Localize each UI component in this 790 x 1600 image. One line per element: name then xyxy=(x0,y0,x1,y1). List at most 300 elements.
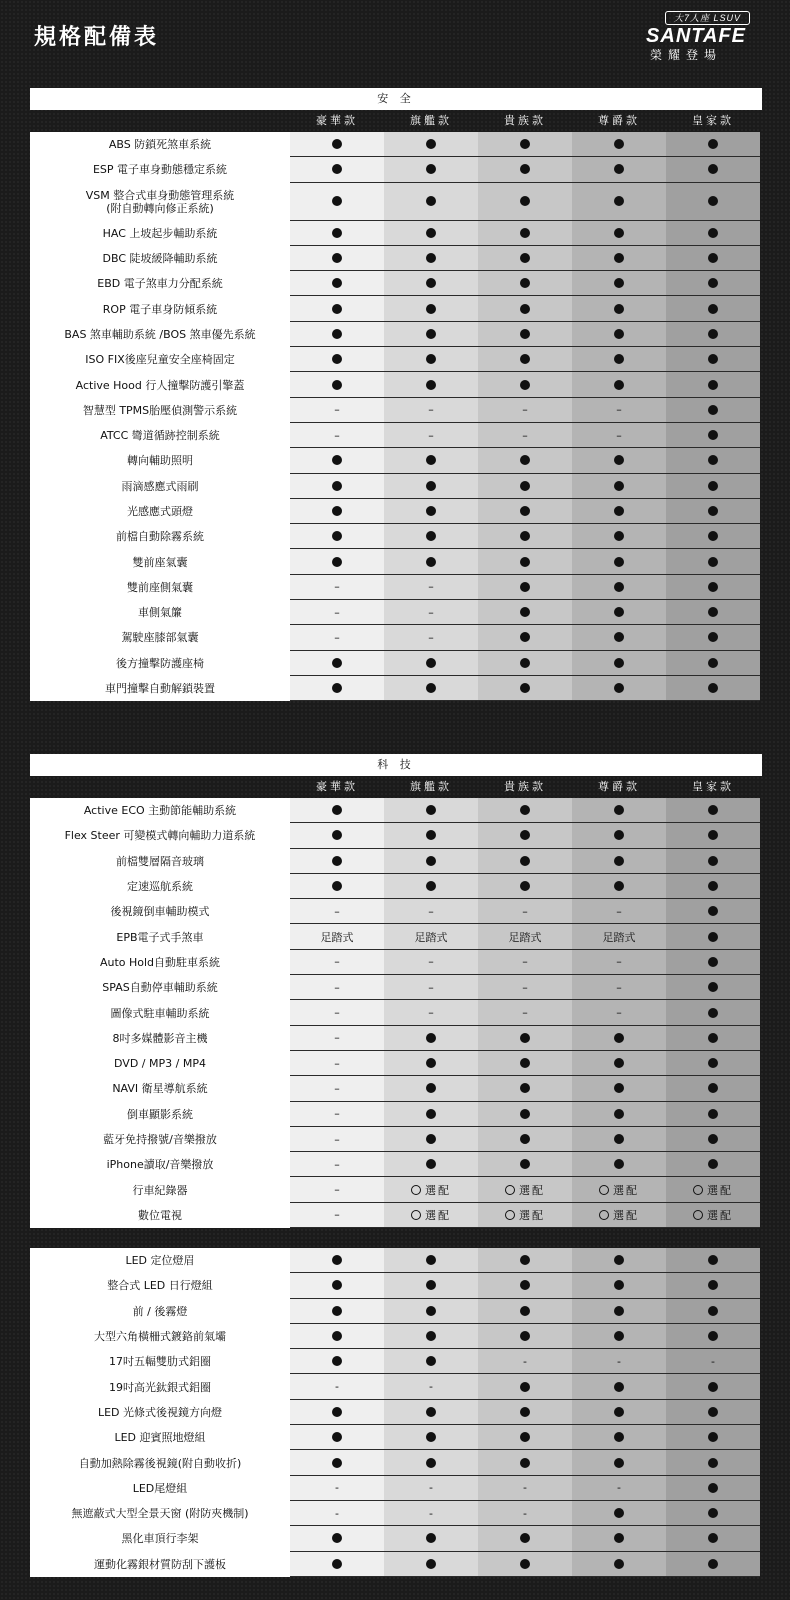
value-cell xyxy=(384,1076,478,1101)
feature-label: Active Hood 行人撞擊防護引擎蓋 xyxy=(30,372,290,397)
not-available-dash: – xyxy=(616,955,622,969)
value-cell xyxy=(666,676,760,701)
standard-dot-icon xyxy=(426,1331,436,1341)
value-cell xyxy=(290,549,384,574)
standard-dot-icon xyxy=(614,1058,624,1068)
table-row xyxy=(30,1177,762,1202)
standard-dot-icon xyxy=(520,1033,530,1043)
feature-label: 光感應式頭燈 xyxy=(30,499,290,524)
value-cell xyxy=(478,1026,572,1051)
standard-dot-icon xyxy=(426,1356,436,1366)
value-cell xyxy=(572,1400,666,1425)
value-cell xyxy=(666,1248,760,1273)
table-row xyxy=(30,1374,762,1399)
standard-dot-icon xyxy=(520,1083,530,1093)
standard-dot-icon xyxy=(332,531,342,541)
value-cell xyxy=(572,1026,666,1051)
value-cell xyxy=(478,549,572,574)
value-cell xyxy=(478,924,572,949)
value-cell xyxy=(384,157,478,182)
table-row xyxy=(30,1076,762,1101)
table-row xyxy=(30,1203,762,1228)
value-cell xyxy=(290,924,384,949)
value-text: 足踏式 xyxy=(508,930,542,944)
standard-dot-icon xyxy=(520,805,530,815)
optional-marker xyxy=(693,1182,733,1198)
standard-dot-icon xyxy=(332,304,342,314)
not-available-dash: – xyxy=(334,428,340,442)
value-cell xyxy=(666,899,760,924)
table-row xyxy=(30,398,762,423)
table-row xyxy=(30,246,762,271)
table-row xyxy=(30,524,762,549)
value-cell xyxy=(572,1203,666,1228)
not-available-dash: – xyxy=(616,1006,622,1020)
value-cell xyxy=(478,347,572,372)
standard-dot-icon xyxy=(708,957,718,967)
standard-dot-icon xyxy=(332,139,342,149)
value-cell xyxy=(572,423,666,448)
table-row xyxy=(30,625,762,650)
value-cell xyxy=(572,1127,666,1152)
value-cell xyxy=(384,1552,478,1577)
value-cell xyxy=(384,823,478,848)
standard-dot-icon xyxy=(520,329,530,339)
optional-circle-icon xyxy=(505,1210,515,1220)
feature-label: 定速巡航系統 xyxy=(30,874,290,899)
value-cell xyxy=(384,1526,478,1551)
standard-dot-icon xyxy=(520,1382,530,1392)
not-available-dash: – xyxy=(334,630,340,644)
value-cell xyxy=(384,849,478,874)
table-row xyxy=(30,271,762,296)
column-header: 皇家款 xyxy=(692,780,734,793)
standard-dot-icon xyxy=(332,683,342,693)
standard-dot-icon xyxy=(520,1306,530,1316)
standard-dot-icon xyxy=(708,430,718,440)
feature-label: 運動化霧銀材質防刮下護板 xyxy=(30,1552,290,1577)
value-cell xyxy=(572,1501,666,1526)
value-cell xyxy=(384,1026,478,1051)
optional-marker xyxy=(693,1207,733,1223)
standard-dot-icon xyxy=(332,1432,342,1442)
standard-dot-icon xyxy=(426,139,436,149)
standard-dot-icon xyxy=(614,856,624,866)
value-cell xyxy=(290,1476,384,1501)
value-cell xyxy=(290,1450,384,1475)
standard-dot-icon xyxy=(426,164,436,174)
value-cell xyxy=(572,1450,666,1475)
table-row xyxy=(30,1026,762,1051)
brand-logo xyxy=(592,6,750,60)
standard-dot-icon xyxy=(708,455,718,465)
not-available-dash: – xyxy=(334,1006,340,1020)
standard-dot-icon xyxy=(520,557,530,567)
column-header: 貴族款 xyxy=(504,780,546,793)
feature-label: BAS 煞車輔助系統 /BOS 煞車優先系統 xyxy=(30,322,290,347)
option-label: 選配 xyxy=(519,1208,545,1222)
standard-dot-icon xyxy=(426,253,436,263)
standard-dot-icon xyxy=(520,1255,530,1265)
value-cell xyxy=(290,651,384,676)
not-available-dash: – xyxy=(428,1006,434,1020)
standard-dot-icon xyxy=(614,1432,624,1442)
not-available-dash: – xyxy=(334,605,340,619)
value-cell xyxy=(290,1552,384,1577)
spec-rows xyxy=(30,132,762,701)
feature-label: DBC 陡坡緩降輔助系統 xyxy=(30,246,290,271)
value-cell xyxy=(572,1273,666,1298)
not-available-dash: – xyxy=(522,1006,528,1020)
value-cell xyxy=(384,924,478,949)
value-cell xyxy=(384,1203,478,1228)
standard-dot-icon xyxy=(708,139,718,149)
feature-label: 行車紀錄器 xyxy=(30,1177,290,1202)
standard-dot-icon xyxy=(708,830,718,840)
optional-circle-icon xyxy=(411,1210,421,1220)
value-cell xyxy=(384,676,478,701)
standard-dot-icon xyxy=(332,506,342,516)
value-cell xyxy=(290,1324,384,1349)
standard-dot-icon xyxy=(614,658,624,668)
value-cell xyxy=(384,798,478,823)
not-available-dash: – xyxy=(428,955,434,969)
standard-dot-icon xyxy=(708,1255,718,1265)
table-row xyxy=(30,1552,762,1577)
not-available-dash: – xyxy=(428,904,434,918)
standard-dot-icon xyxy=(614,380,624,390)
standard-dot-icon xyxy=(614,354,624,364)
standard-dot-icon xyxy=(426,1083,436,1093)
standard-dot-icon xyxy=(614,881,624,891)
standard-dot-icon xyxy=(614,253,624,263)
value-cell xyxy=(572,1324,666,1349)
standard-dot-icon xyxy=(614,1407,624,1417)
value-cell xyxy=(666,1324,760,1349)
value-cell xyxy=(384,1324,478,1349)
table-row xyxy=(30,1000,762,1025)
standard-dot-icon xyxy=(614,1306,624,1316)
standard-dot-icon xyxy=(332,1458,342,1468)
value-cell xyxy=(666,950,760,975)
value-cell xyxy=(290,271,384,296)
value-cell xyxy=(384,1177,478,1202)
feature-label: Flex Steer 可變模式轉向輔助力道系統 xyxy=(30,823,290,848)
standard-dot-icon xyxy=(614,228,624,238)
value-cell xyxy=(478,1051,572,1076)
value-cell xyxy=(572,322,666,347)
standard-dot-icon xyxy=(426,1407,436,1417)
not-available-dash: – xyxy=(334,1183,340,1197)
standard-dot-icon xyxy=(426,329,436,339)
column-header: 尊爵款 xyxy=(598,780,640,793)
value-cell xyxy=(478,823,572,848)
feature-label: 前 / 後霧燈 xyxy=(30,1299,290,1324)
table-row xyxy=(30,823,762,848)
not-available-dash: - xyxy=(429,1506,433,1520)
value-cell xyxy=(290,296,384,321)
value-cell xyxy=(478,975,572,1000)
table-row xyxy=(30,651,762,676)
value-cell xyxy=(666,1203,760,1228)
value-cell xyxy=(572,398,666,423)
value-cell xyxy=(384,1248,478,1273)
feature-label: 19吋高光鈦銀式鋁圈 xyxy=(30,1374,290,1399)
value-cell xyxy=(384,975,478,1000)
value-cell xyxy=(478,798,572,823)
standard-dot-icon xyxy=(332,354,342,364)
not-available-dash: – xyxy=(616,403,622,417)
column-header: 貴族款 xyxy=(504,114,546,127)
value-cell xyxy=(572,296,666,321)
standard-dot-icon xyxy=(426,1033,436,1043)
standard-dot-icon xyxy=(426,683,436,693)
value-cell xyxy=(384,322,478,347)
standard-dot-icon xyxy=(520,253,530,263)
standard-dot-icon xyxy=(708,405,718,415)
feature-label: 前檔自動除霧系統 xyxy=(30,524,290,549)
standard-dot-icon xyxy=(708,982,718,992)
optional-marker xyxy=(599,1182,639,1198)
table-row xyxy=(30,499,762,524)
not-available-dash: – xyxy=(616,904,622,918)
value-cell xyxy=(666,549,760,574)
value-cell xyxy=(478,1299,572,1324)
column-header: 尊爵款 xyxy=(598,114,640,127)
standard-dot-icon xyxy=(520,607,530,617)
value-cell xyxy=(666,1450,760,1475)
standard-dot-icon xyxy=(520,196,530,206)
value-cell xyxy=(384,183,478,221)
value-cell xyxy=(572,1000,666,1025)
value-cell xyxy=(384,221,478,246)
feature-label: ATCC 彎道循跡控制系統 xyxy=(30,423,290,448)
value-cell xyxy=(290,347,384,372)
standard-dot-icon xyxy=(708,1483,718,1493)
standard-dot-icon xyxy=(332,1533,342,1543)
not-available-dash: - xyxy=(429,1380,433,1394)
table-row xyxy=(30,600,762,625)
value-cell xyxy=(384,1273,478,1298)
standard-dot-icon xyxy=(614,1559,624,1569)
value-cell xyxy=(666,372,760,397)
standard-dot-icon xyxy=(708,658,718,668)
value-cell xyxy=(666,1476,760,1501)
value-cell xyxy=(666,975,760,1000)
value-cell xyxy=(290,676,384,701)
value-cell xyxy=(478,246,572,271)
not-available-dash: – xyxy=(334,1132,340,1146)
standard-dot-icon xyxy=(614,455,624,465)
value-cell xyxy=(384,600,478,625)
column-header: 旗艦款 xyxy=(410,780,452,793)
column-header: 皇家款 xyxy=(692,114,734,127)
standard-dot-icon xyxy=(332,481,342,491)
value-cell xyxy=(478,1552,572,1577)
standard-dot-icon xyxy=(614,1508,624,1518)
value-cell xyxy=(572,1051,666,1076)
not-available-dash: – xyxy=(428,980,434,994)
value-cell xyxy=(290,1177,384,1202)
value-cell xyxy=(666,1152,760,1177)
option-label: 選配 xyxy=(519,1183,545,1197)
value-cell xyxy=(290,600,384,625)
value-cell xyxy=(666,448,760,473)
value-cell xyxy=(666,600,760,625)
value-cell xyxy=(666,221,760,246)
value-cell xyxy=(572,1076,666,1101)
logo-tagline: 大7人座 LSUV xyxy=(665,11,750,25)
value-cell xyxy=(572,549,666,574)
value-cell xyxy=(572,1152,666,1177)
table-row xyxy=(30,423,762,448)
value-cell xyxy=(290,1248,384,1273)
value-cell xyxy=(478,1076,572,1101)
feature-label: LED尾燈組 xyxy=(30,1476,290,1501)
standard-dot-icon xyxy=(332,1356,342,1366)
value-cell xyxy=(666,322,760,347)
value-cell xyxy=(384,1299,478,1324)
standard-dot-icon xyxy=(708,506,718,516)
value-cell xyxy=(478,1349,572,1374)
value-cell xyxy=(384,1102,478,1127)
standard-dot-icon xyxy=(426,856,436,866)
feature-label: 後視鏡倒車輔助模式 xyxy=(30,899,290,924)
value-cell xyxy=(384,549,478,574)
value-cell xyxy=(572,651,666,676)
table-row xyxy=(30,1425,762,1450)
standard-dot-icon xyxy=(708,481,718,491)
table-row xyxy=(30,221,762,246)
standard-dot-icon xyxy=(332,1559,342,1569)
not-available-dash: - xyxy=(617,1481,621,1495)
value-cell xyxy=(290,625,384,650)
standard-dot-icon xyxy=(614,1331,624,1341)
feature-label: 駕駛座膝部氣囊 xyxy=(30,625,290,650)
feature-label: 數位電視 xyxy=(30,1203,290,1228)
feature-label: LED 光條式後視鏡方向燈 xyxy=(30,1400,290,1425)
value-cell xyxy=(666,1051,760,1076)
table-row xyxy=(30,975,762,1000)
standard-dot-icon xyxy=(426,354,436,364)
value-cell xyxy=(384,1000,478,1025)
value-cell xyxy=(384,625,478,650)
value-cell xyxy=(572,221,666,246)
standard-dot-icon xyxy=(426,1255,436,1265)
standard-dot-icon xyxy=(520,1280,530,1290)
standard-dot-icon xyxy=(520,304,530,314)
standard-dot-icon xyxy=(708,683,718,693)
standard-dot-icon xyxy=(614,1083,624,1093)
value-cell xyxy=(290,221,384,246)
value-cell xyxy=(290,183,384,221)
standard-dot-icon xyxy=(708,1407,718,1417)
standard-dot-icon xyxy=(332,557,342,567)
standard-dot-icon xyxy=(708,531,718,541)
value-cell xyxy=(290,499,384,524)
value-cell xyxy=(290,1203,384,1228)
standard-dot-icon xyxy=(614,1159,624,1169)
value-cell xyxy=(290,1051,384,1076)
standard-dot-icon xyxy=(614,1458,624,1468)
feature-label: 倒車顯影系統 xyxy=(30,1102,290,1127)
table-row xyxy=(30,924,762,949)
value-cell xyxy=(478,625,572,650)
standard-dot-icon xyxy=(426,1109,436,1119)
table-row xyxy=(30,1476,762,1501)
value-cell xyxy=(290,1102,384,1127)
table-row xyxy=(30,157,762,182)
standard-dot-icon xyxy=(332,164,342,174)
table-row xyxy=(30,950,762,975)
standard-dot-icon xyxy=(614,506,624,516)
standard-dot-icon xyxy=(426,481,436,491)
value-cell xyxy=(290,1299,384,1324)
section-title: 安 全 xyxy=(30,88,762,110)
standard-dot-icon xyxy=(614,830,624,840)
value-cell xyxy=(384,474,478,499)
value-cell xyxy=(666,1273,760,1298)
table-row xyxy=(30,575,762,600)
feature-label: 黑化車頂行李架 xyxy=(30,1526,290,1551)
feature-label: DVD / MP3 / MP4 xyxy=(30,1051,290,1076)
value-cell xyxy=(572,924,666,949)
value-cell xyxy=(572,1374,666,1399)
value-cell xyxy=(478,1000,572,1025)
standard-dot-icon xyxy=(708,354,718,364)
not-available-dash: – xyxy=(522,955,528,969)
standard-dot-icon xyxy=(708,632,718,642)
value-cell xyxy=(290,1152,384,1177)
value-cell xyxy=(290,157,384,182)
standard-dot-icon xyxy=(708,1559,718,1569)
standard-dot-icon xyxy=(520,278,530,288)
standard-dot-icon xyxy=(614,1134,624,1144)
standard-dot-icon xyxy=(426,1159,436,1169)
value-cell xyxy=(478,575,572,600)
not-available-dash: – xyxy=(616,980,622,994)
standard-dot-icon xyxy=(614,557,624,567)
feature-label: LED 定位燈眉 xyxy=(30,1248,290,1273)
standard-dot-icon xyxy=(426,228,436,238)
standard-dot-icon xyxy=(332,329,342,339)
standard-dot-icon xyxy=(614,1533,624,1543)
value-cell xyxy=(666,1026,760,1051)
value-cell xyxy=(572,899,666,924)
standard-dot-icon xyxy=(614,1280,624,1290)
value-cell xyxy=(478,132,572,157)
table-row xyxy=(30,448,762,473)
value-cell xyxy=(572,1299,666,1324)
not-available-dash: - xyxy=(335,1380,339,1394)
value-cell xyxy=(666,271,760,296)
value-cell xyxy=(478,1374,572,1399)
column-header: 豪華款 xyxy=(316,780,358,793)
column-header: 旗艦款 xyxy=(410,114,452,127)
value-cell xyxy=(290,1374,384,1399)
value-cell xyxy=(478,1152,572,1177)
standard-dot-icon xyxy=(708,557,718,567)
page-title: 規格配備表 xyxy=(34,24,160,50)
standard-dot-icon xyxy=(708,1280,718,1290)
standard-dot-icon xyxy=(520,139,530,149)
value-cell xyxy=(478,1127,572,1152)
value-cell xyxy=(478,1450,572,1475)
value-cell xyxy=(290,524,384,549)
value-cell xyxy=(478,398,572,423)
feature-label: EPB電子式手煞車 xyxy=(30,924,290,949)
standard-dot-icon xyxy=(708,253,718,263)
